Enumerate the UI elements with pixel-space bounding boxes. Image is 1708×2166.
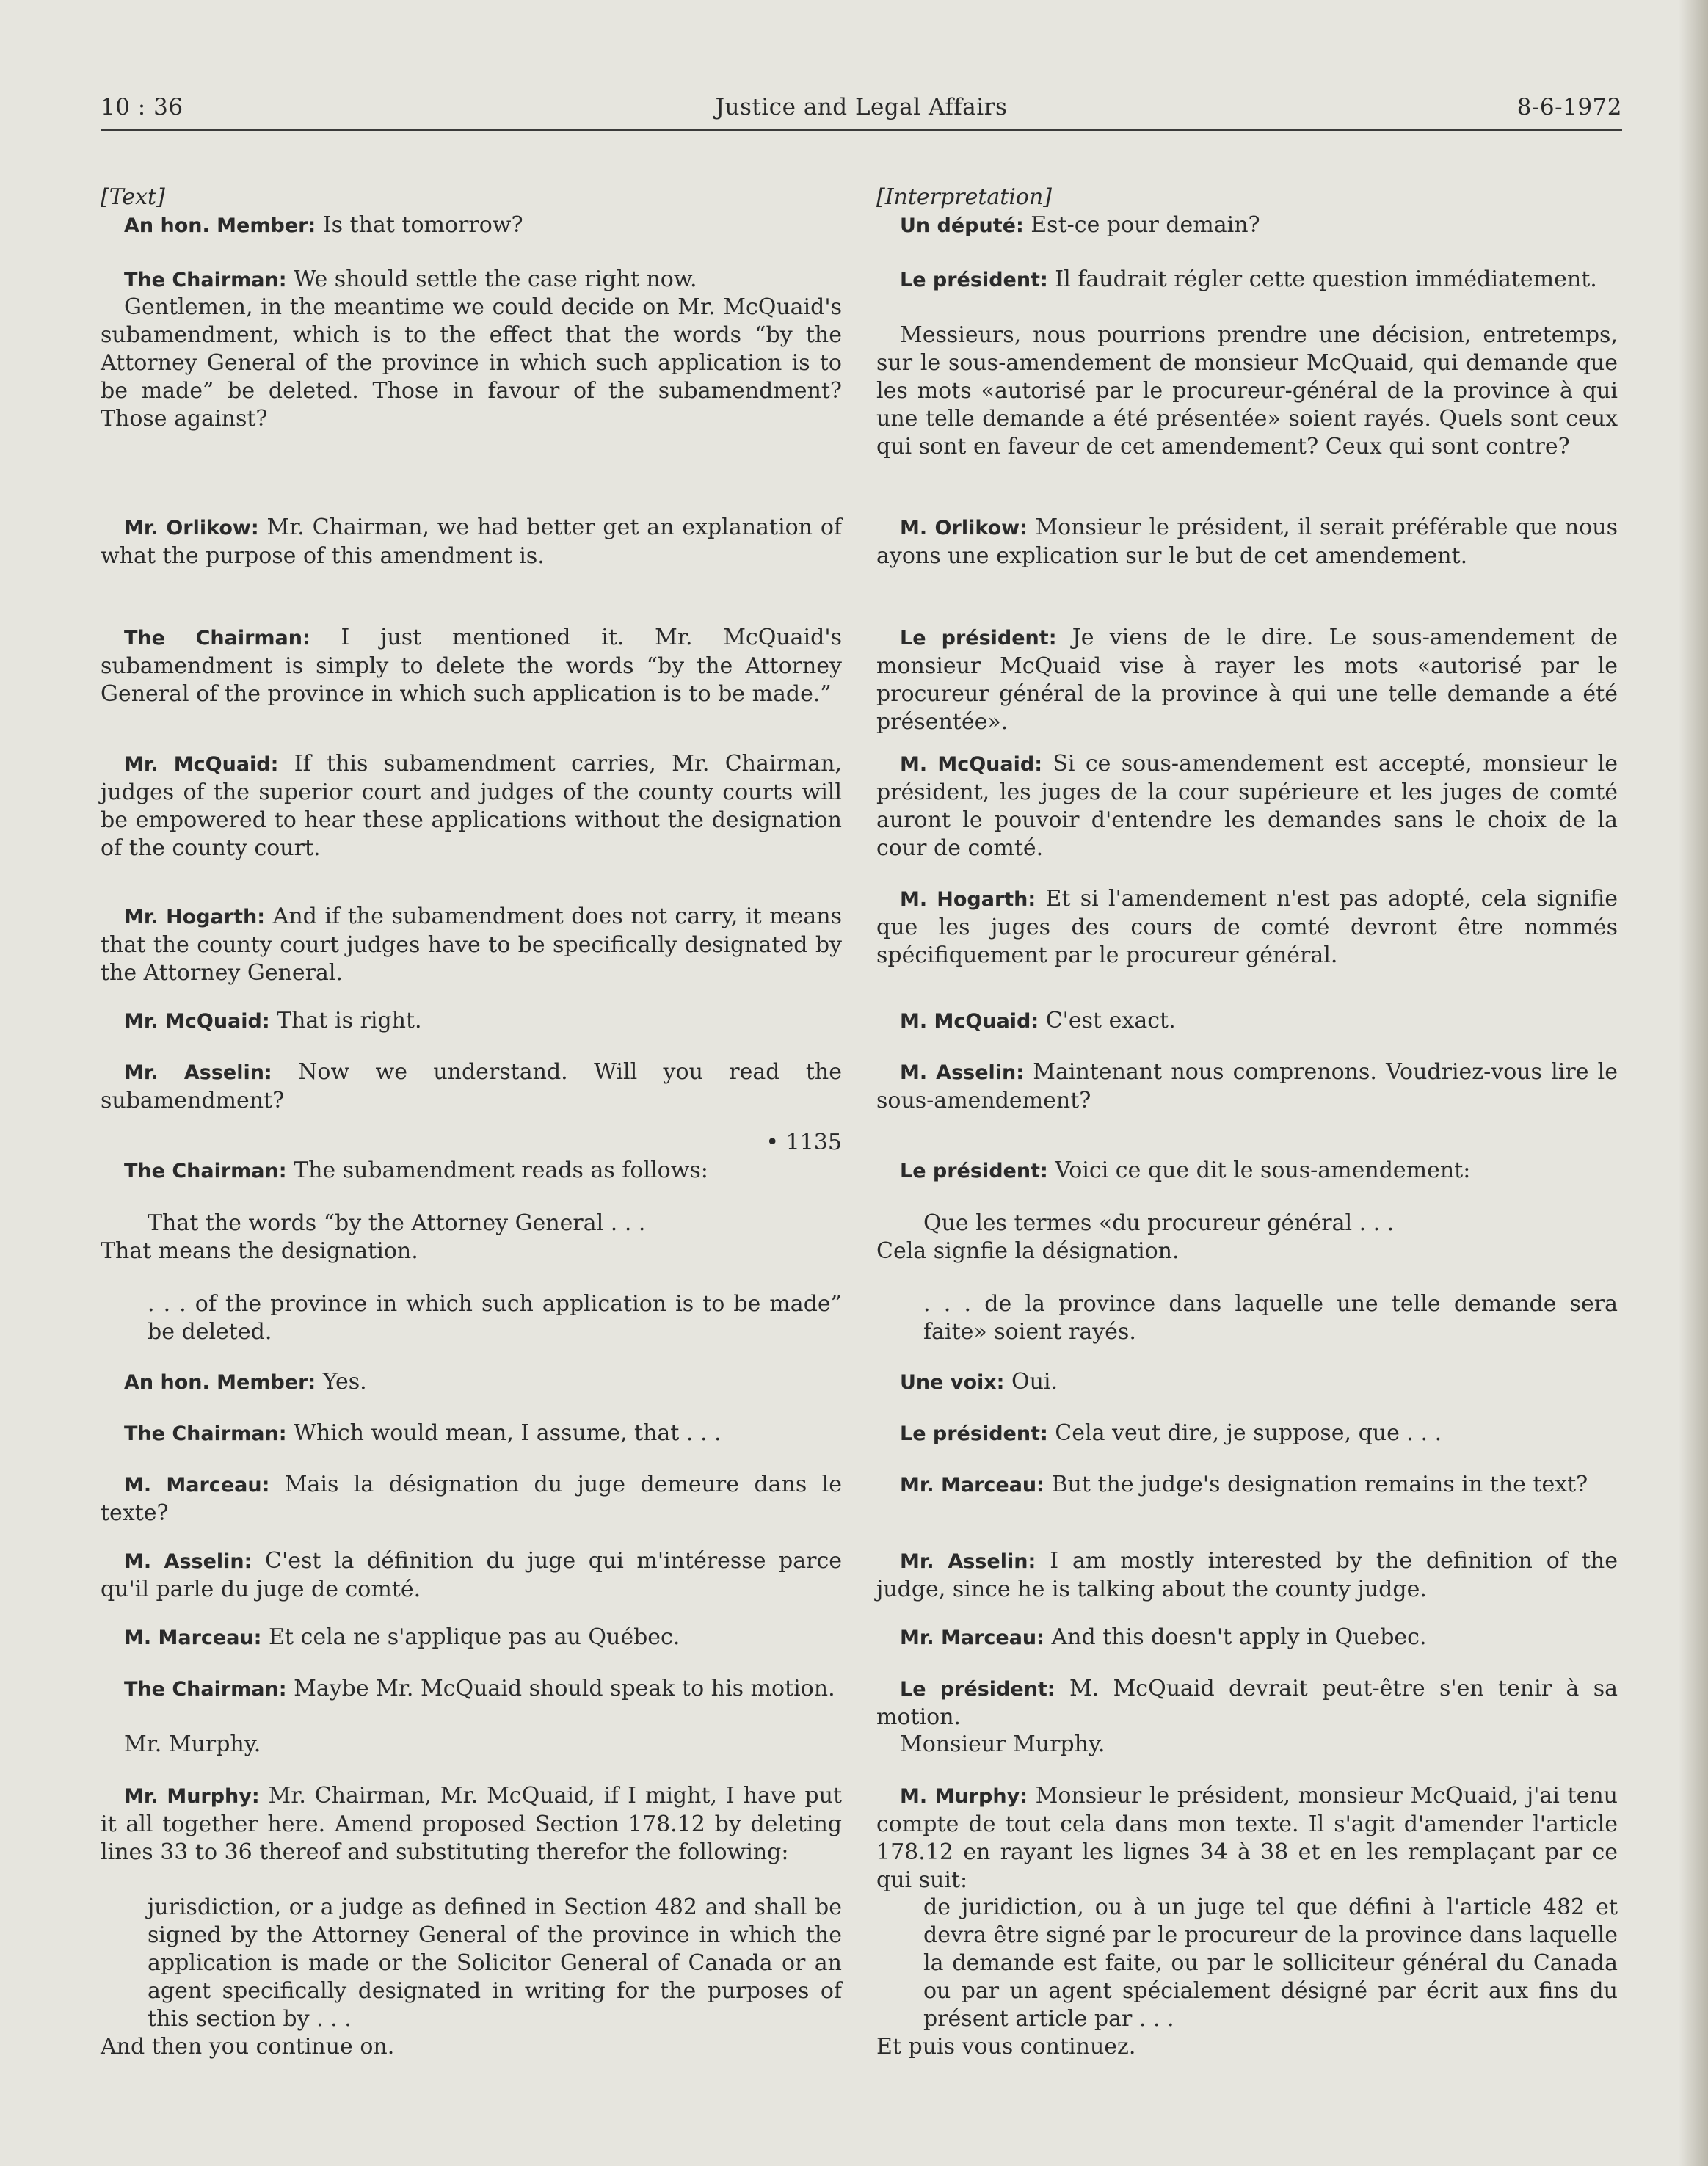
speech: Mr. McQuaid: If this subamendment carries, Mr. Chairman, judges of the superior court and judges of the county courts will be empowered to hear these applications without the designation of the county court. <box>101 751 842 861</box>
speech: The Chairman: The subamendment reads as follows: <box>124 1157 708 1183</box>
speaker-name: Le président: <box>900 1422 1048 1445</box>
speech: Mr. Marceau: And this doesn't apply in Quebec. <box>900 1624 1427 1650</box>
speech: M. Asselin: Maintenant nous comprenons. Voudriez-vous lire le sous-amendement? <box>876 1059 1618 1113</box>
speech: An hon. Member: Is that tomorrow? <box>124 212 523 238</box>
speaker-name: M. Asselin: <box>900 1061 1025 1084</box>
quote-comment: Cela signfie la désignation. <box>876 1238 1180 1264</box>
speaker-name: The Chairman: <box>124 1678 287 1701</box>
header-rule <box>101 129 1622 131</box>
speech-continuation: Monsieur Murphy. <box>900 1731 1105 1757</box>
speaker-name: The Chairman: <box>124 1160 287 1182</box>
speaker-name: The Chairman: <box>124 627 310 650</box>
quote: Que les termes «du procureur général . . . <box>923 1210 1395 1236</box>
speaker-name: Un député: <box>900 214 1024 237</box>
header-date: 8-6-1972 <box>1516 94 1622 120</box>
speaker-name: Mr. Asselin: <box>124 1061 272 1084</box>
speech-continuation: Gentlemen, in the meantime we could decide on Mr. McQuaid's subamendment, which is to the effect that the words “by the Attorney General of the province in which such application is to be made” be deleted. Those in favour of the subamendment? Those against? <box>101 294 842 432</box>
speech: Une voix: Oui. <box>900 1369 1058 1395</box>
speech: Mr. McQuaid: That is right. <box>124 1008 422 1033</box>
speaker-name: M. McQuaid: <box>900 1010 1039 1033</box>
time-marker: • 1135 <box>766 1130 842 1155</box>
speaker-name: M. Orlikow: <box>900 517 1028 539</box>
speaker-name: Mr. Asselin: <box>900 1550 1036 1573</box>
quote: jurisdiction, or a judge as defined in Section 482 and shall be signed by the Attorney General of the province in which the application is made or the Solicitor General of Canada or an agent specifically designated in writing for the purposes of this section by . . . <box>148 1894 842 2032</box>
speaker-name: Le président: <box>900 1160 1048 1182</box>
speaker-name: The Chairman: <box>124 269 287 291</box>
speech: The Chairman: We should settle the case right now. <box>124 266 697 292</box>
speaker-name: M. Marceau: <box>124 1627 262 1649</box>
speaker-name: M. Asselin: <box>124 1550 252 1573</box>
speaker-name: An hon. Member: <box>124 1371 316 1394</box>
speech: Mr. Marceau: But the judge's designation remains in the text? <box>900 1472 1588 1497</box>
quote-comment: Et puis vous continuez. <box>876 2034 1136 2060</box>
speaker-name: The Chairman: <box>124 1422 287 1445</box>
speech-continuation: Messieurs, nous pourrions prendre une décision, entretemps, sur le sous-amendement de monsieur McQuaid, qui demande que les mots «autorisé par le procureur-général de la province à qui une telle demande a été présentée» soient rayés. Quels sont ceux qui sont en faveur de cet amendement? Ceux qui sont contre? <box>876 322 1618 459</box>
speech: Mr. Hogarth: And if the subamendment does not carry, it means that the county court judges have to be specifically designated by the Attorney General. <box>101 904 842 986</box>
quote: de juridiction, ou à un juge tel que défini à l'article 482 et devra être signé par le procureur de la province dans laquelle la demande est faite, ou par le solliciteur général du Canada ou par un agent spécialement désigné par écrit aux fins du présent article par . . . <box>923 1894 1618 2032</box>
speaker-name: Une voix: <box>900 1371 1005 1394</box>
speech: Le président: Je viens de le dire. Le sous-amendement de monsieur McQuaid vise à rayer les mots «autorisé par le procureur général de la province à qui une telle demande a été présentée». <box>876 625 1618 735</box>
speech: Mr. Asselin: Now we understand. Will you read the subamendment? <box>101 1059 842 1113</box>
speaker-name: Mr. Hogarth: <box>124 906 266 928</box>
quote: . . . of the province in which such application is to be made” be deleted. <box>148 1291 842 1345</box>
speech: M. McQuaid: C'est exact. <box>900 1008 1176 1033</box>
speech: Le président: Voici ce que dit le sous-amendement: <box>900 1157 1471 1183</box>
speaker-name: M. Murphy: <box>900 1785 1028 1808</box>
speaker-name: Le président: <box>900 269 1048 291</box>
speaker-name: Le président: <box>900 627 1057 650</box>
speech: The Chairman: Which would mean, I assume, that . . . <box>124 1420 722 1446</box>
speaker-name: M. Marceau: <box>124 1474 270 1497</box>
speaker-name: Le président: <box>900 1678 1055 1701</box>
speech: M. Marceau: Et cela ne s'applique pas au Québec. <box>124 1624 680 1650</box>
speech: Mr. Murphy: Mr. Chairman, Mr. McQuaid, if I might, I have put it all together here. Amend proposed Section 178.12 by deleting lines 33 to 36 thereof and substituting therefor the following: <box>101 1783 843 1865</box>
speaker-name: An hon. Member: <box>124 214 316 237</box>
speech: Le président: Cela veut dire, je suppose, que . . . <box>900 1420 1442 1446</box>
speaker-name: M. McQuaid: <box>900 753 1042 776</box>
speech: The Chairman: Maybe Mr. McQuaid should speak to his motion. <box>124 1676 835 1701</box>
speech: M. Murphy: Monsieur le président, monsieur McQuaid, j'ai tenu compte de tout cela dans mon texte. Il s'agit d'amender l'article 178.12 en rayant les lignes 34 à 38 et en les remplaçant par ce qui suit: <box>876 1783 1618 1893</box>
speaker-name: Mr. Marceau: <box>900 1627 1044 1649</box>
speech: Mr. Orlikow: Mr. Chairman, we had better get an explanation of what the purpose of this amendment is. <box>101 515 842 569</box>
quote: That the words “by the Attorney General . . . <box>148 1210 646 1236</box>
speech: M. Marceau: Mais la désignation du juge demeure dans le texte? <box>101 1472 843 1526</box>
page-header <box>101 94 1622 131</box>
lang-tag: [Interpretation] <box>876 184 1053 210</box>
speech: Mr. Asselin: I am mostly interested by the definition of the judge, since he is talking about the county judge. <box>876 1548 1618 1602</box>
speech-continuation: Mr. Murphy. <box>124 1731 261 1757</box>
speech: M. Hogarth: Et si l'amendement n'est pas adopté, cela signifie que les juges des cours de comté devront être nommés spécifiquement par le procureur général. <box>876 886 1618 968</box>
speaker-name: Mr. Murphy: <box>124 1785 260 1808</box>
quote-comment: And then you continue on. <box>101 2034 395 2060</box>
running-title: Justice and Legal Affairs <box>715 94 1008 120</box>
quote: . . . de la province dans laquelle une telle demande sera faite» soient rayés. <box>923 1291 1618 1345</box>
speech: Le président: M. McQuaid devrait peut-être s'en tenir à sa motion. <box>876 1676 1618 1730</box>
page-edge-shadow <box>1679 0 1708 2166</box>
speaker-name: Mr. Orlikow: <box>124 517 259 539</box>
speech: Un député: Est-ce pour demain? <box>900 212 1260 238</box>
speech: M. Asselin: C'est la définition du juge qui m'intéresse parce qu'il parle du juge de comté. <box>101 1548 842 1602</box>
lang-tag: [Text] <box>101 184 165 210</box>
page-number: 10 : 36 <box>101 94 183 120</box>
speaker-name: Mr. McQuaid: <box>124 753 279 776</box>
speaker-name: Mr. Marceau: <box>900 1474 1044 1497</box>
speech: Le président: Il faudrait régler cette question immédiatement. <box>900 266 1597 292</box>
speech: An hon. Member: Yes. <box>124 1369 367 1395</box>
quote-comment: That means the designation. <box>101 1238 418 1264</box>
speech: The Chairman: I just mentioned it. Mr. McQuaid's subamendment is simply to delete the words “by the Attorney General of the province in which such application is to be made.” <box>101 625 842 707</box>
speaker-name: M. Hogarth: <box>900 888 1036 911</box>
speech: M. Orlikow: Monsieur le président, il serait préférable que nous ayons une explication sur le but de cet amendement. <box>876 515 1618 569</box>
speech: M. McQuaid: Si ce sous-amendement est accepté, monsieur le président, les juges de la cour supérieure et les juges de comté auront le pouvoir d'entendre les demandes sans le choix de la cour de comté. <box>876 751 1618 861</box>
speaker-name: Mr. McQuaid: <box>124 1010 270 1033</box>
